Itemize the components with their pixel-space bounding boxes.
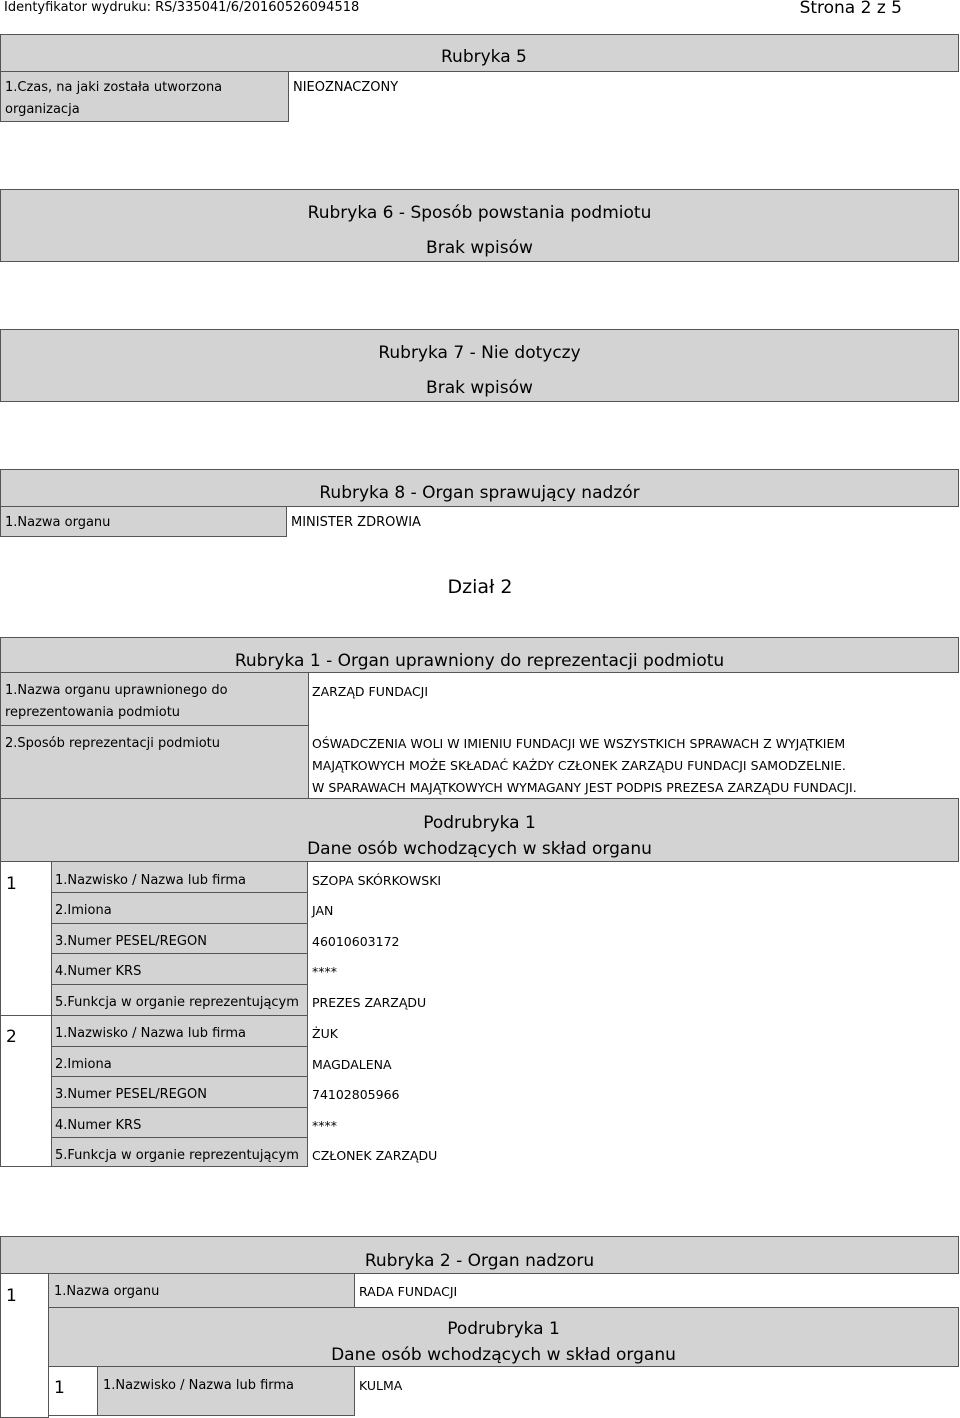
rubryka8-label-cell <box>0 506 287 537</box>
d2r1-method-line: MAJĄTKOWYCH MOŻE SKŁADAĆ KAŻDY CZŁONEK ZARZĄDU FUNDACJI SAMODZELNIE. <box>312 758 846 773</box>
rubryka5-title: Rubryka 5 <box>441 47 527 67</box>
d2r1-method-line: OŚWADCZENIA WOLI W IMIENIU FUNDACJI WE WSZYSTKICH SPRAWACH Z WYJĄTKIEM <box>312 736 846 751</box>
member-row-value: **** <box>312 964 337 979</box>
member-row-value: MAGDALENA <box>312 1057 392 1072</box>
member-row-value: 74102805966 <box>312 1087 400 1102</box>
rubryka5-value: NIEOZNACZONY <box>293 80 399 95</box>
section-title: Dział 2 <box>447 576 513 598</box>
rubryka8-label: 1.Nazwa organu <box>5 515 111 530</box>
d2r2-member-label: 1.Nazwisko / Nazwa lub firma <box>103 1378 295 1393</box>
d2r1-header <box>0 637 959 673</box>
d2r1-name-label-cell <box>0 672 309 726</box>
member-row-value: JAN <box>312 903 334 918</box>
d2r2-member-label-cell <box>97 1366 355 1416</box>
d2r1-title: Rubryka 1 - Organ uprawniony do reprezentacji podmiotu <box>234 651 725 671</box>
d2r2-label: 1.Nazwa organu <box>54 1284 160 1299</box>
member-row-value: SZOPA SKÓRKOWSKI <box>312 873 442 888</box>
member-row-value: PREZES ZARZĄDU <box>312 995 427 1010</box>
d2r1-sub-title: Podrubryka 1 <box>423 813 536 833</box>
rubryka5-label-cell <box>0 71 289 122</box>
d2r2-sub-title: Podrubryka 1 <box>447 1319 560 1339</box>
d2r1-name-value: ZARZĄD FUNDACJI <box>312 684 429 699</box>
d2r2-sub-header <box>48 1307 959 1367</box>
d2r2-title: Rubryka 2 - Organ nadzoru <box>364 1251 595 1271</box>
rubryka7-header <box>0 329 959 402</box>
member-row-label: 2.Imiona <box>55 903 112 918</box>
d2r1-name-label: 1.Nazwa organu uprawnionego do <box>5 683 228 698</box>
rubryka7-title: Rubryka 7 - Nie dotyczy <box>378 343 581 363</box>
d2r2-member-number: 1 <box>54 1378 65 1398</box>
d2r2-label-cell <box>48 1273 355 1308</box>
rubryka6-title: Rubryka 6 - Sposób powstania podmiotu <box>307 203 652 223</box>
member-row-value: ŻUK <box>312 1026 338 1041</box>
members-number-column <box>0 861 52 1167</box>
member-row-label: 5.Funkcja w organie reprezentującym <box>55 1148 299 1163</box>
member-number: 1 <box>6 874 17 894</box>
member-row-label: 1.Nazwisko / Nazwa lub firma <box>55 873 247 888</box>
member-row-label: 4.Numer KRS <box>55 1118 142 1133</box>
d2r2-member-number-cell <box>48 1366 98 1416</box>
d2r2-number: 1 <box>6 1286 17 1306</box>
member-row-label: 5.Funkcja w organie reprezentującym <box>55 995 299 1010</box>
member-number: 2 <box>6 1027 17 1047</box>
member-row-label: 3.Numer PESEL/REGON <box>55 1087 207 1102</box>
rubryka7-empty: Brak wpisów <box>426 378 533 398</box>
d2r2-number-column <box>0 1273 49 1418</box>
d2r1-method-label-cell <box>0 725 309 799</box>
d2r2-sub-subtitle: Dane osób wchodzących w skład organu <box>331 1345 676 1365</box>
rubryka8-value: MINISTER ZDROWIA <box>291 515 421 530</box>
member-row-value: 46010603172 <box>312 934 400 949</box>
d2r1-name-label-cont: reprezentowania podmiotu <box>5 705 181 720</box>
rubryka6-empty: Brak wpisów <box>426 238 533 258</box>
rubryka5-label: 1.Czas, na jaki została utworzona <box>5 80 223 95</box>
member-row-label: 2.Imiona <box>55 1057 112 1072</box>
print-identifier: Identyfikator wydruku: RS/335041/6/20160526094518 <box>4 0 360 15</box>
d2r2-member-value: KULMA <box>359 1378 403 1393</box>
rubryka8-title: Rubryka 8 - Organ sprawujący nadzór <box>319 483 640 503</box>
rubryka5-label-cont: organizacja <box>5 102 80 117</box>
d2r2-value: RADA FUNDACJI <box>359 1284 458 1299</box>
member-row-label: 4.Numer KRS <box>55 964 142 979</box>
d2r1-method-label: 2.Sposób reprezentacji podmiotu <box>5 736 220 751</box>
member-row-value: CZŁONEK ZARZĄDU <box>312 1148 438 1163</box>
rubryka6-header <box>0 189 959 262</box>
d2r2-header <box>0 1236 959 1274</box>
member-row-label: 1.Nazwisko / Nazwa lub firma <box>55 1026 247 1041</box>
d2r1-method-line: W SPARAWACH MAJĄTKOWYCH WYMAGANY JEST PODPIS PREZESA ZARZĄDU FUNDACJI. <box>312 780 857 795</box>
d2r1-sub-subtitle: Dane osób wchodzących w skład organu <box>307 839 652 859</box>
page-number: Strona 2 z 5 <box>799 0 902 18</box>
rubryka8-header <box>0 469 959 507</box>
member-row-label: 3.Numer PESEL/REGON <box>55 934 207 949</box>
member-row-value: **** <box>312 1118 337 1133</box>
d2r1-sub-header <box>0 798 959 862</box>
rubryka5-header <box>0 34 959 72</box>
